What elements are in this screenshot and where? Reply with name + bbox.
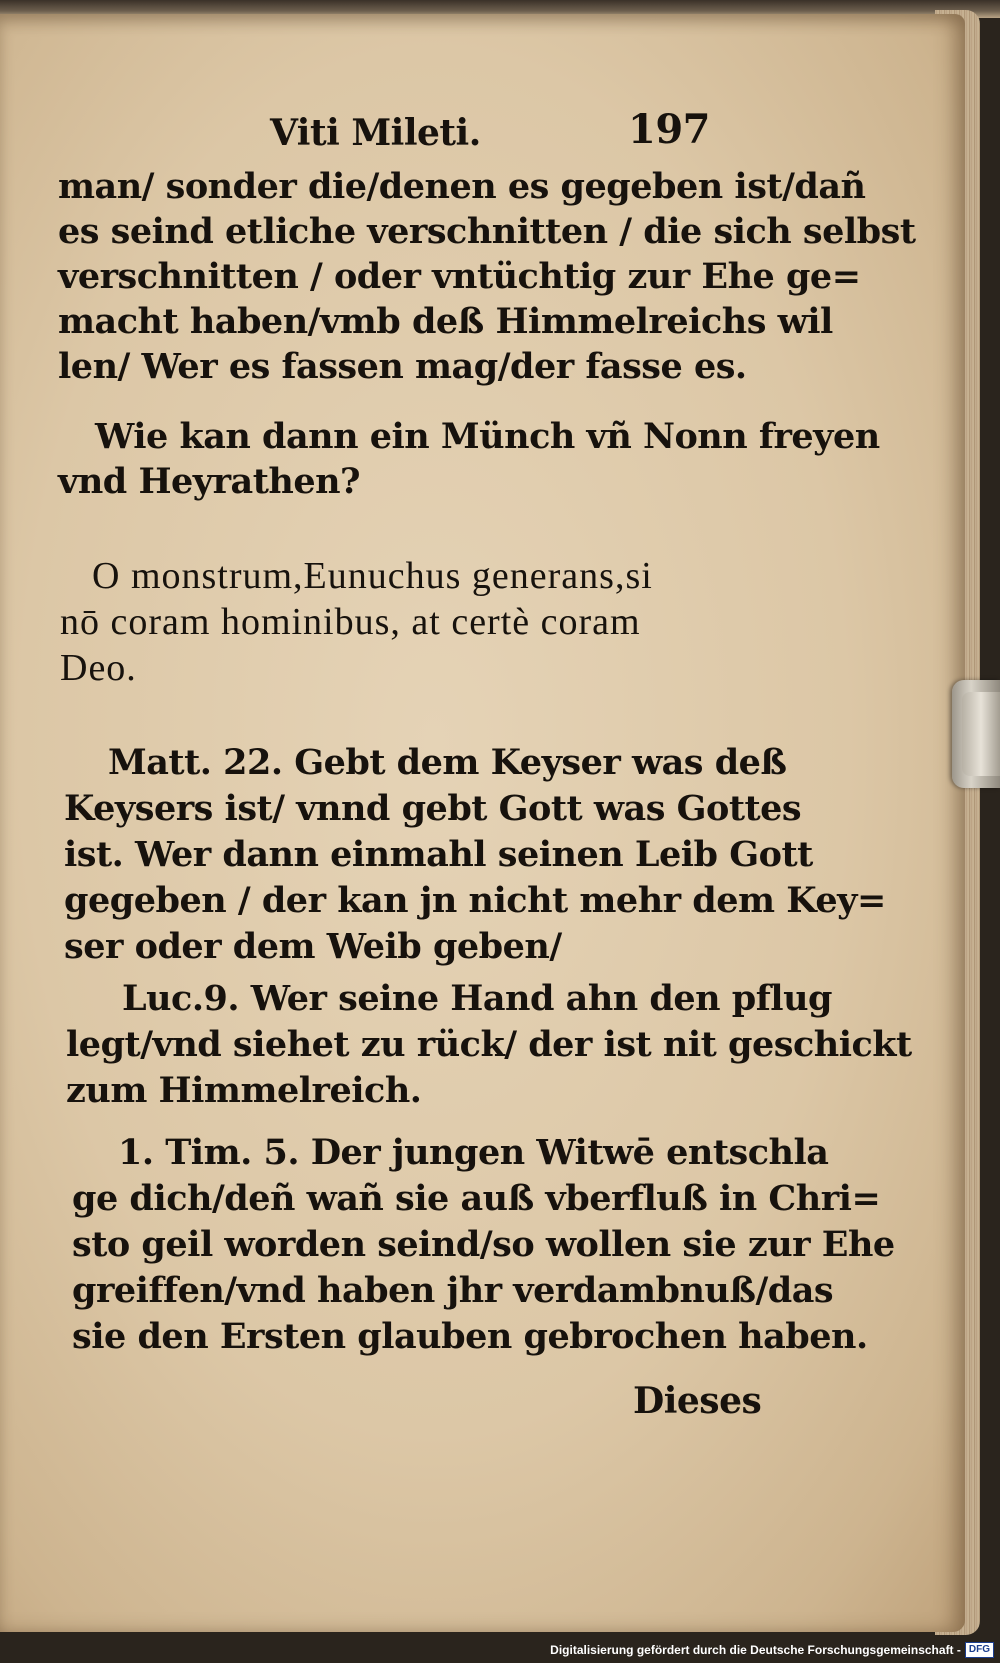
scripture-line: Matt. 22. Gebt dem Keyser was deß	[108, 742, 787, 783]
scripture-line: 1. Tim. 5. Der jungen Witwē entschla	[118, 1132, 829, 1173]
scripture-line: ist. Wer dann einmahl seinen Leib Gott	[64, 834, 813, 875]
dfg-logo: DFG	[965, 1642, 994, 1658]
scripture-line: gegeben / der kan jn nicht mehr dem Key=	[64, 880, 886, 921]
latin-line: nō coram hominibus, at certè coram	[60, 601, 641, 643]
digitization-credit	[550, 1641, 994, 1659]
credit-text: Digitalisierung gefördert durch die Deutsche Forschungsgemeinschaft -	[550, 1643, 961, 1657]
clasp-metal	[962, 692, 1000, 776]
scripture-line: Luc.9. Wer seine Hand ahn den pflug	[122, 978, 833, 1019]
question-line: Wie kan dann ein Münch vñ Nonn freyen	[95, 416, 880, 457]
text-line: len/ Wer es fassen mag/der fasse es.	[58, 346, 747, 387]
text-line: verschnitten / oder vntüchtig zur Ehe ge=	[58, 256, 861, 297]
book-clasp	[952, 680, 1000, 788]
scripture-line: sto geil worden seind/so wollen sie zur Ehe	[72, 1224, 895, 1265]
scripture-line: ser oder dem Weib geben/	[64, 926, 562, 967]
text-line: es seind etliche verschnitten / die sich selbst	[58, 211, 916, 252]
text-line: macht haben/vmb deß Himmelreichs wil	[58, 301, 833, 342]
text-line: man/ sonder die/denen es gegeben ist/dañ	[58, 166, 866, 207]
scripture-line: greiffen/vnd haben jhr verdambnuß/das	[72, 1270, 834, 1311]
scripture-line: ge dich/deñ wañ sie auß vberfluß in Chri=	[72, 1178, 881, 1219]
question-line: vnd Heyrathen?	[58, 461, 361, 502]
latin-line: O monstrum,Eunuchus generans,si	[92, 555, 653, 597]
scripture-line: sie den Ersten glauben gebrochen haben.	[72, 1316, 868, 1357]
scripture-line: zum Himmelreich.	[66, 1070, 422, 1111]
page-number: 197	[628, 106, 710, 153]
catchword: Dieses	[633, 1380, 762, 1422]
latin-line: Deo.	[60, 647, 137, 689]
running-title: Viti Mileti.	[270, 112, 481, 154]
scripture-line: legt/vnd siehet zu rück/ der ist nit geschickt	[66, 1024, 912, 1065]
scripture-line: Keysers ist/ vnnd gebt Gott was Gottes	[64, 788, 802, 829]
